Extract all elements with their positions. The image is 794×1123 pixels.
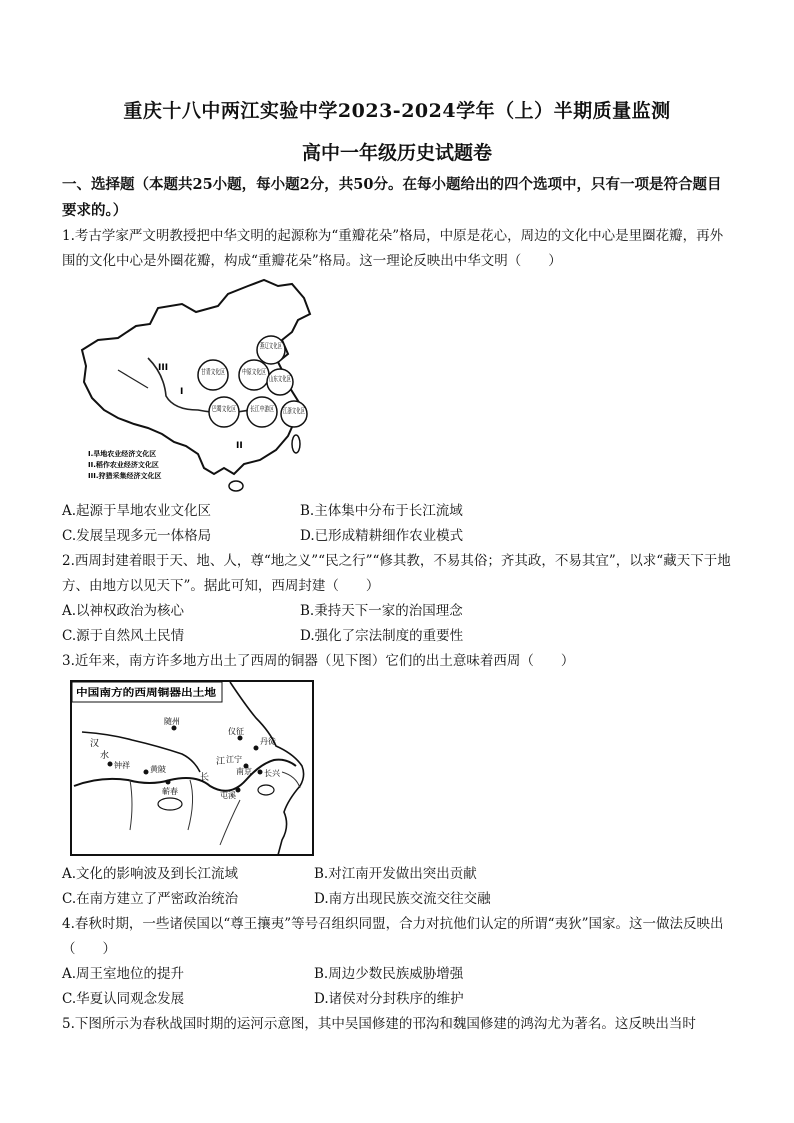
bronze-sites-map [70, 680, 314, 856]
q4-option-d[interactable]: D.诸侯对分封秩序的维护 [314, 991, 464, 1007]
question-3-stem: 3.近年来，南方许多地方出土了西周的铜器（见下图）它们的出土意味着西周（ ） [62, 653, 575, 669]
q1-option-d[interactable]: D.已形成精耕细作农业模式 [300, 528, 464, 544]
q3-option-a[interactable]: A.文化的影响波及到长江流域 [62, 866, 239, 882]
q3-option-c[interactable]: C.在南方建立了严密政治统治 [62, 891, 239, 907]
site-suizhou: 随州 [164, 717, 180, 726]
q1-option-a[interactable]: A.起源于旱地农业文化区 [62, 503, 212, 519]
label-jiang: 江 [216, 757, 226, 767]
question-5-stem: 5.下图所示为春秋战国时期的运河示意图，其中吴国修建的邗沟和魏国修建的鸿沟尤为著名。这反映出当时 [62, 1016, 696, 1032]
region-III-label: III [158, 363, 169, 373]
q1-option-b[interactable]: B.主体集中分布于长江流域 [300, 503, 463, 519]
site-yizheng: 仪征 [228, 727, 244, 736]
site-tunxi: 屯溪 [220, 791, 236, 800]
ganqing-label: 甘青文化区 [201, 368, 236, 376]
legend-item-1: I.旱地农业经济文化区 [88, 450, 157, 458]
label-shui: 水 [100, 751, 110, 761]
q4-option-a[interactable]: A.周王室地位的提升 [62, 966, 185, 982]
site-qichun: 蕲春 [162, 787, 178, 796]
jiangzhe-label: 江浙文化区 [283, 407, 318, 415]
site-changxing: 长兴 [264, 769, 280, 778]
q4-option-b[interactable]: B.周边少数民族威胁增强 [314, 966, 464, 982]
section-heading: 一、选择题（本题共25小题，每小题2分，共50分。在每小题给出的四个选项中，只有一项是符合题目要求的。） [62, 176, 722, 219]
site-jiangning: 江宁 [226, 755, 242, 764]
q1-option-c[interactable]: C.发展呈现多元一体格局 [62, 528, 212, 544]
site-huangpi: 黄陂 [150, 765, 166, 774]
site-dantu: 丹徒 [260, 737, 276, 746]
map-title: 中国南方的西周铜器出土地 [76, 688, 196, 699]
region-I-label: I [180, 387, 184, 397]
q2-option-b[interactable]: B.秉持天下一家的治国理念 [300, 603, 463, 619]
changjiang-label: 长江中游区 [250, 405, 285, 413]
yanliao-label: 燕辽文化区 [260, 342, 295, 350]
hainan-island [229, 481, 243, 491]
q2-option-d[interactable]: D.强化了宗法制度的重要性 [300, 628, 464, 644]
q2-option-c[interactable]: C.源于自然风土民情 [62, 628, 185, 644]
shandong-label: 山东文化区 [269, 375, 304, 383]
q2-option-a[interactable]: A.以神权政治为核心 [62, 603, 185, 619]
legend-item-3: III.狩猎采集经济文化区 [88, 472, 162, 480]
taiwan-island [292, 435, 300, 453]
china-culture-map [78, 278, 318, 496]
question-4-stem: 4.春秋时期，一些诸侯国以“尊王攘夷”等号召组织同盟，合力对抗他们认定的所谓“夷狄”国家。这一做法反映出（ ） [62, 916, 724, 957]
label-han: 汉 [90, 739, 100, 749]
site-zhongxiang: 钟祥 [114, 761, 130, 770]
question-2-stem: 2.西周封建着眼于天、地、人，尊“地之义”“民之行”“修其教，不易其俗；齐其政，不易其宜”，以求“藏天下于地方、由地方以见天下”。据此可知，西周封建（ ） [62, 553, 731, 594]
question-1-stem: 1.考古学家严文明教授把中华文明的起源称为“重瓣花朵”格局，中原是花心，周边的文化中心是里圈花瓣，再外围的文化中心是外圈花瓣，构成“重瓣花朵”格局。这一理论反映出中华文明（ ） [62, 228, 724, 269]
q4-option-c[interactable]: C.华夏认同观念发展 [62, 991, 185, 1007]
legend-item-2: II.稻作农业经济文化区 [88, 461, 159, 469]
q3-option-b[interactable]: B.对江南开发做出突出贡献 [314, 866, 477, 882]
site-nanjing: 南京 [236, 767, 252, 776]
label-chang: 长 [200, 773, 210, 783]
q3-option-d[interactable]: D.南方出现民族交流交往交融 [314, 891, 491, 907]
exam-subtitle: 高中一年级历史试题卷 [301, 142, 492, 164]
region-II-label: II [236, 441, 243, 451]
exam-title: 重庆十八中两江实验中学2023-2024学年（上）半期质量监测 [123, 100, 671, 122]
bashu-label: 巴蜀文化区 [212, 405, 247, 413]
zhongyuan-label: 中原文化区 [242, 368, 277, 376]
